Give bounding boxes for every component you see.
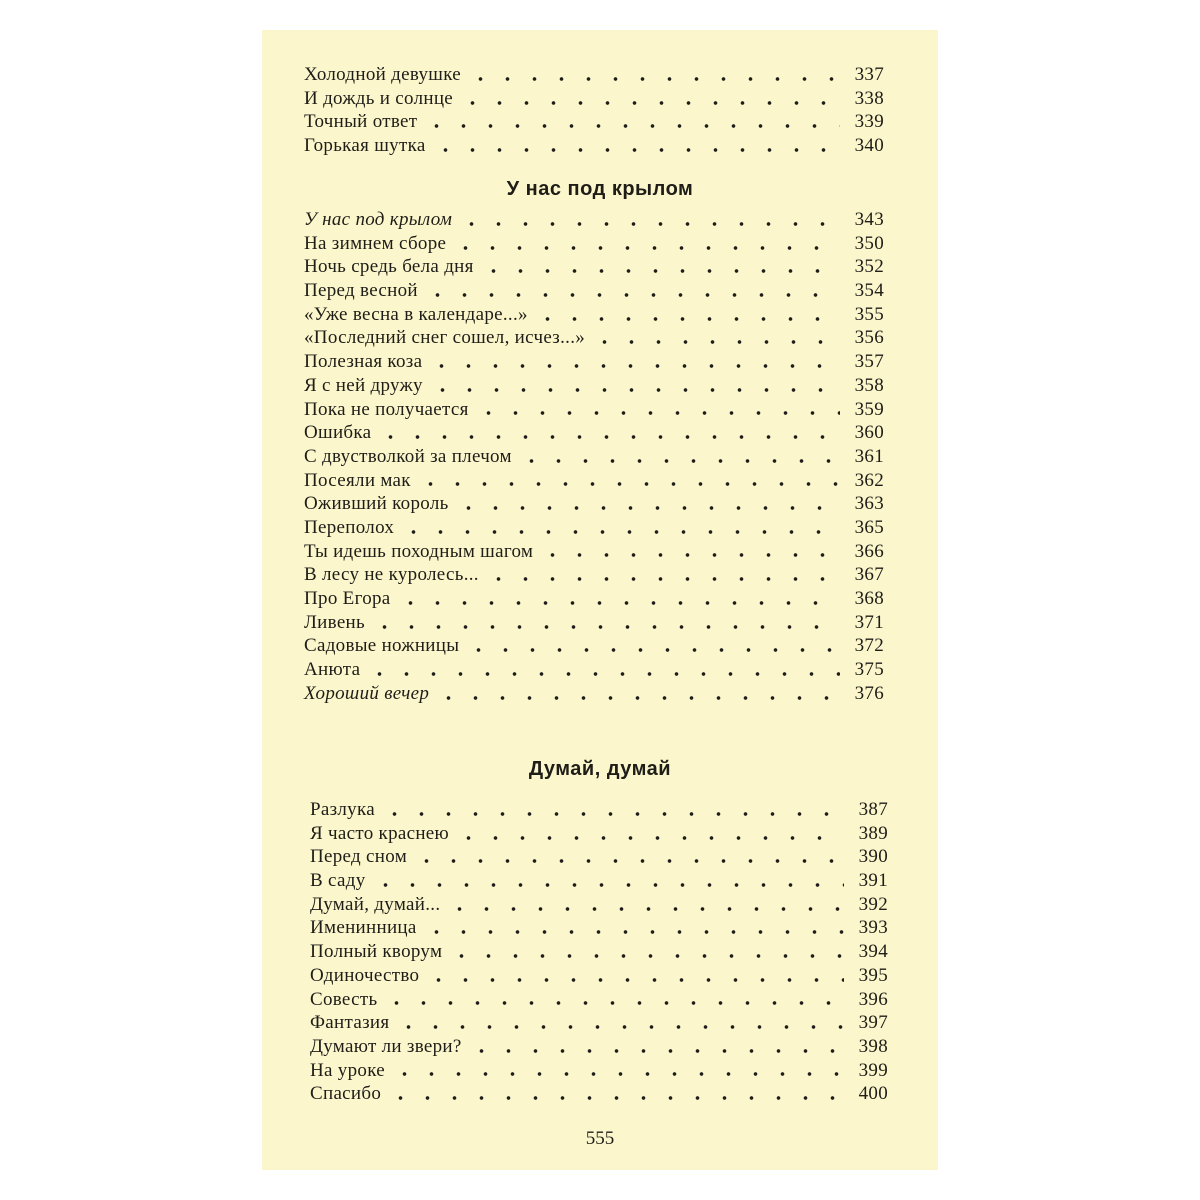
toc-entry-page: 366 [854, 540, 884, 562]
toc-entry [304, 421, 884, 445]
dot-leader [465, 648, 840, 652]
dot-leader [534, 317, 840, 321]
toc-section-1 [304, 63, 884, 158]
toc-entry [310, 916, 888, 940]
toc-entry-page: 359 [854, 398, 884, 420]
toc-entry [304, 469, 884, 493]
dot-leader [417, 482, 840, 486]
toc-entry [310, 1011, 888, 1035]
toc-entry [310, 893, 888, 917]
toc-entry [304, 492, 884, 516]
toc-entry [304, 445, 884, 469]
toc-entry-page: 397 [858, 1012, 888, 1034]
dot-leader [423, 930, 844, 934]
toc-entry [304, 682, 884, 706]
toc-entry [304, 110, 884, 134]
toc-entry [304, 587, 884, 611]
toc-entry-title: Ты идешь походным шагом [304, 540, 534, 562]
dot-leader [429, 388, 840, 392]
section-heading-1: У нас под крылом [506, 178, 694, 200]
toc-entry [304, 398, 884, 422]
toc-entry-title: Садовые ножницы [304, 635, 460, 657]
toc-section-2 [304, 208, 884, 705]
toc-entry [304, 63, 884, 87]
toc-entry [304, 516, 884, 540]
toc-entry-title: На зимнем сборе [304, 232, 447, 254]
dot-leader [423, 124, 840, 128]
toc-entry-title: Хороший вечер [304, 682, 430, 704]
toc-entry [304, 611, 884, 635]
dot-leader [383, 1001, 844, 1005]
toc-entry-page: 358 [854, 374, 884, 396]
toc-entry-title: Фантазия [310, 1012, 390, 1034]
toc-entry-page: 375 [854, 659, 884, 681]
toc-entry [310, 988, 888, 1012]
dot-leader [467, 77, 840, 81]
dot-leader [448, 954, 844, 958]
toc-entry-page: 398 [858, 1035, 888, 1057]
dot-leader [591, 340, 840, 344]
toc-entry-page: 399 [858, 1059, 888, 1081]
toc-entry [310, 845, 888, 869]
toc-entry-page: 396 [858, 988, 888, 1010]
toc-entry-title: Пока не получается [304, 398, 469, 420]
toc-entry [304, 658, 884, 682]
toc-entry [304, 208, 884, 232]
dot-leader [446, 907, 844, 911]
toc-entry-title: В лесу не куролесь... [304, 564, 479, 586]
toc-entry-page: 362 [854, 469, 884, 491]
toc-entry [304, 350, 884, 374]
toc-entry-page: 367 [854, 564, 884, 586]
toc-entry-title: Я с ней дружу [304, 374, 423, 396]
dot-leader [395, 1025, 844, 1029]
dot-leader [424, 293, 840, 297]
dot-leader [432, 148, 840, 152]
toc-entry-page: 391 [858, 870, 888, 892]
toc-entry-title: С двустволкой за плечом [304, 445, 512, 467]
toc-entry-page: 365 [854, 516, 884, 538]
toc-entry-title: Перед весной [304, 280, 418, 302]
toc-entry-title: Ливень [304, 611, 365, 633]
toc-entry-page: 387 [858, 799, 888, 820]
toc-entry-page: 361 [854, 445, 884, 467]
dot-leader [400, 530, 840, 534]
dot-leader [381, 812, 844, 816]
toc-entry-title: Посеяли мак [304, 469, 411, 491]
toc-entry-page: 372 [854, 635, 884, 657]
toc-entry-title: Именинница [310, 917, 417, 939]
toc-entry-page: 376 [854, 682, 884, 704]
toc-entry-title: Я часто краснею [310, 822, 450, 844]
toc-entry [310, 1082, 888, 1106]
dot-leader [468, 1049, 844, 1053]
toc-entry-page: 340 [854, 135, 884, 157]
toc-entry-title: Горькая шутка [304, 135, 426, 157]
dot-leader [387, 1096, 844, 1100]
toc-entry-title: И дождь и солнце [304, 87, 454, 109]
toc-entry-page: 356 [854, 327, 884, 349]
toc-entry-page: 392 [858, 893, 888, 915]
toc-entry-title: Переполох [304, 516, 395, 538]
toc-entry-page: 350 [854, 232, 884, 254]
toc-entry [304, 279, 884, 303]
toc-entry [304, 563, 884, 587]
toc-entry-page: 357 [854, 351, 884, 373]
toc-entry [304, 634, 884, 658]
page-number: 555 [585, 1128, 615, 1149]
toc-entry-title: Холодной девушке [304, 64, 462, 85]
dot-leader [458, 222, 840, 226]
toc-entry-title: Разлука [310, 799, 375, 820]
toc-entry-title: Про Егора [304, 588, 391, 609]
toc-entry [310, 964, 888, 988]
dot-leader [366, 672, 840, 676]
toc-entry [310, 1035, 888, 1059]
toc-entry [304, 303, 884, 327]
book-page [262, 30, 938, 1170]
toc-entry-title: Полный кворум [310, 941, 443, 963]
toc-entry [310, 798, 888, 822]
toc-entry-title: Точный ответ [304, 111, 418, 133]
toc-entry-page: 352 [854, 256, 884, 278]
section-heading-2: Думай, думай [528, 758, 672, 780]
dot-leader [459, 101, 840, 105]
toc-entry-page: 389 [858, 822, 888, 844]
toc-entry [304, 374, 884, 398]
toc-entry-page: 360 [854, 422, 884, 444]
toc-entry-title: Одиночество [310, 964, 420, 986]
toc-entry-title: Ошибка [304, 422, 372, 444]
dot-leader [435, 696, 840, 700]
dot-leader [413, 859, 844, 863]
dot-leader [455, 506, 840, 510]
toc-entry-title: «Уже весна в календаре...» [304, 303, 528, 325]
toc-entry-page: 400 [858, 1083, 888, 1105]
toc-entry-title: На уроке [310, 1059, 385, 1081]
dot-leader [518, 459, 840, 463]
toc-entry-page: 338 [854, 87, 884, 109]
toc-entry-title: «Последний снег сошел, исчез...» [304, 327, 586, 349]
toc-entry-page: 363 [854, 493, 884, 515]
toc-entry-title: Анюта [304, 659, 361, 681]
dot-leader [475, 411, 840, 415]
dot-leader [452, 246, 840, 250]
toc-entry-title: Полезная коза [304, 351, 423, 373]
toc-entry-title: Ночь средь бела дня [304, 256, 474, 278]
toc-entry-title: Совесть [310, 988, 378, 1010]
toc-entry-title: Спасибо [310, 1083, 382, 1105]
toc-entry-page: 343 [854, 209, 884, 230]
dot-leader [428, 364, 840, 368]
toc-entry-page: 371 [854, 611, 884, 633]
toc-entry-page: 339 [854, 111, 884, 133]
toc-entry [304, 326, 884, 350]
toc-entry [304, 232, 884, 256]
dot-leader [371, 625, 840, 629]
toc-entry-page: 337 [854, 64, 884, 85]
toc-entry-page: 394 [858, 941, 888, 963]
toc-entry [304, 87, 884, 111]
toc-entry [304, 540, 884, 564]
dot-leader [391, 1072, 844, 1076]
toc-entry [310, 1059, 888, 1083]
dot-leader [539, 553, 840, 557]
toc-entry-page: 368 [854, 588, 884, 609]
dot-leader [485, 577, 840, 581]
toc-entry-page: 395 [858, 964, 888, 986]
toc-entry-page: 354 [854, 280, 884, 302]
toc-entry [304, 255, 884, 279]
toc-entry-title: Думают ли звери? [310, 1035, 462, 1057]
toc-entry [304, 134, 884, 158]
toc-entry-page: 355 [854, 303, 884, 325]
toc-entry-title: В саду [310, 870, 366, 892]
dot-leader [480, 269, 840, 273]
toc-entry-page: 390 [858, 846, 888, 868]
toc-section-3 [310, 798, 888, 1106]
toc-entry-title: У нас под крылом [304, 209, 453, 230]
toc-entry-title: Перед сном [310, 846, 408, 868]
dot-leader [377, 435, 840, 439]
toc-entry [310, 822, 888, 846]
toc-entry [310, 940, 888, 964]
dot-leader [397, 601, 840, 605]
toc-entry-page: 393 [858, 917, 888, 939]
dot-leader [455, 836, 844, 840]
dot-leader [425, 978, 844, 982]
dot-leader [372, 883, 845, 887]
toc-entry-title: Думай, думай... [310, 893, 441, 915]
toc-entry-title: Оживший король [304, 493, 449, 515]
toc-entry [310, 869, 888, 893]
